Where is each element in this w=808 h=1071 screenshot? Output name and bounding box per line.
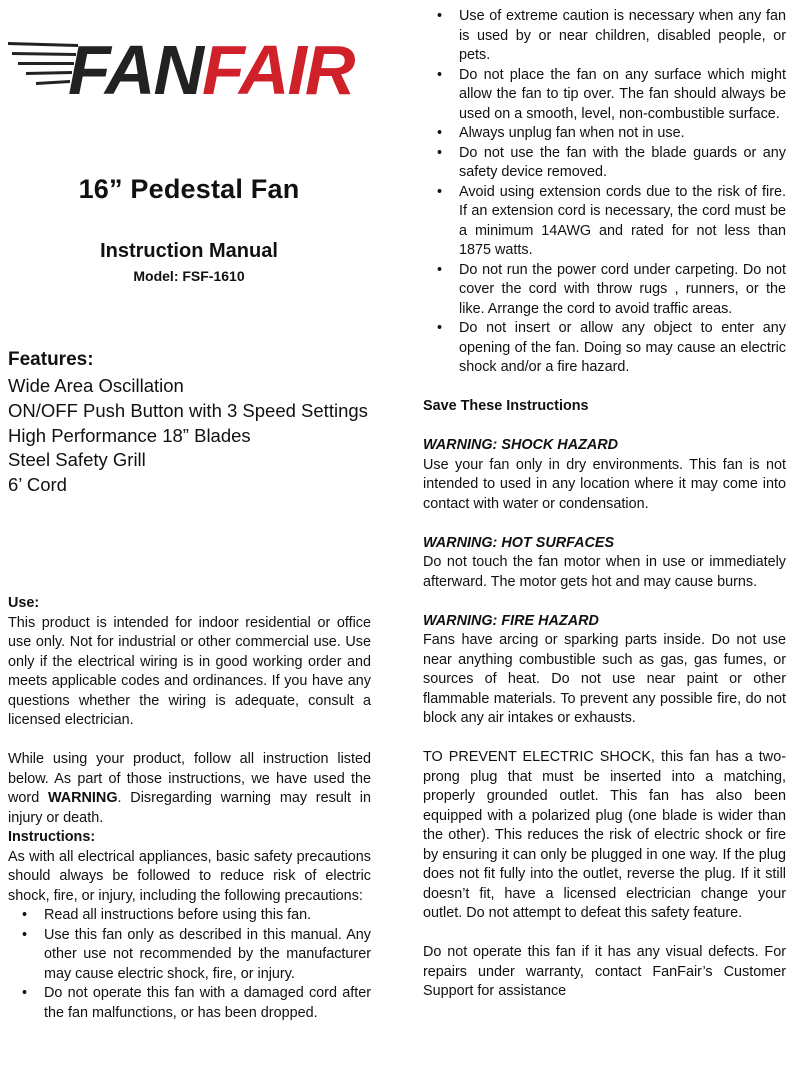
right-column-body <box>423 7 786 1002</box>
left-column-body <box>8 594 371 1023</box>
instruction-item: • Do not place the fan on any surface which might allow the fan to tip over. The fan should always be used on a smooth, level, non-combustible surface. <box>423 66 786 125</box>
warning-text: Do not touch the fan motor when in use or immediately afterward. The motor gets hot and may cause burns. <box>423 554 786 590</box>
manual-subtitle: Instruction Manual <box>100 240 278 262</box>
instruction-item: • Do not operate this fan with a damaged cord after the fan malfunctions, or has been dropped. <box>8 984 371 1023</box>
instruction-item: • Always unplug fan when not in use. <box>423 124 786 144</box>
warning-note <box>8 750 371 828</box>
warning-note-pre: While using your product, follow all instruction listed below. As part of those instructions, we have used the word <box>8 751 371 806</box>
instruction-item: • Read all instructions before using this fan. <box>8 906 371 926</box>
save-instructions: Save These Instructions <box>423 398 589 414</box>
warning-note-post: . Disregarding warning may result in injury or death. <box>8 790 371 826</box>
instruction-item: • Do not use the fan with the blade guards or any safety device removed. <box>423 144 786 183</box>
feature-item: Steel Safety Grill <box>8 449 146 471</box>
feature-item: High Performance 18” Blades <box>8 424 251 446</box>
instructions-list-left <box>8 906 371 1023</box>
features-list <box>8 374 368 498</box>
use-text: This product is intended for indoor residential or office use only. Not for industrial or other commercial use. Use only if the electrical wiring is in good working order and meets applicable codes and ordinances. If you have any questions whether the wiring is adequate, consult a licensed electrician. <box>8 614 371 728</box>
instruction-item: • Avoid using extension cords due to the risk of fire. If an extension cord is necessary, the cord must be a minimum 14AWG and rated for not less than 1875 watts. <box>423 183 786 261</box>
feature-item: 6’ Cord <box>8 474 67 496</box>
features-heading: Features: <box>8 349 94 370</box>
feature-item: Wide Area Oscillation <box>8 375 184 396</box>
warning-text: Fans have arcing or sparking parts inside. Do not use near anything combustible such as gas, gas fumes, or sources of heat. Do not use near paint or other flammable materials. To prevent any possible fire, do not block any air intakes or exhausts. <box>423 632 786 726</box>
plug-text: TO PREVENT ELECTRIC SHOCK, this fan has a two-prong plug that must be inserted into a matching, properly grounded outlet. This fan has also been equipped with a polarized plug (one blade is wider than the other). This reduces the risk of electric shock or fire by ensuring it can only be plugged in one way. If the plug does not fit fully into the outlet, reverse the plug. If it still doesn’t fit, have a licensed electrician change your outlet. Do not attempt to defeat this safety feature. <box>423 749 786 921</box>
warning-text: Use your fan only in dry environments. This fan is not intended to used in any location where it may come into contact with water or condensation. <box>423 456 786 512</box>
instructions-intro: As with all electrical appliances, basic safety precautions should always be followed to reduce risk of electric shock, fire, or injury, including the following precautions: <box>8 848 371 904</box>
model-number: Model: FSF-1610 <box>133 268 245 284</box>
product-title: 16” Pedestal Fan <box>78 174 300 204</box>
instruction-item: • Do not run the power cord under carpeting. Do not cover the cord with throw rugs , runners, or the like. Arrange the cord to avoid traffic areas. <box>423 261 786 320</box>
warning-title: WARNING: FIRE HAZARD <box>423 612 599 629</box>
instruction-item: • Do not insert or allow any object to enter any opening of the fan. Doing so may cause an electric shock and/or a fire hazard. <box>423 319 786 378</box>
instruction-item: • Use of extreme caution is necessary when any fan is used by or near children, disabled people, or pets. <box>423 7 786 66</box>
feature-item: ON/OFF Push Button with 3 Speed Settings <box>8 399 368 421</box>
defects-text: Do not operate this fan if it has any visual defects. For repairs under warranty, contact FanFair’s Customer Support for assistance <box>423 944 786 999</box>
instructions-heading: Instructions: <box>8 829 96 845</box>
warning-word: WARNING <box>47 790 118 806</box>
instructions-list-right <box>423 7 786 378</box>
use-heading: Use: <box>8 595 40 611</box>
logo-text: FANFAIR <box>68 31 354 100</box>
warning-title: WARNING: SHOCK HAZARD <box>423 437 619 453</box>
fanfair-logo <box>8 22 373 100</box>
warning-title: WARNING: HOT SURFACES <box>423 534 615 551</box>
instruction-item: • Use this fan only as described in this manual. Any other use not recommended by the manufacturer may cause electric shock, fire, or injury. <box>8 926 371 985</box>
